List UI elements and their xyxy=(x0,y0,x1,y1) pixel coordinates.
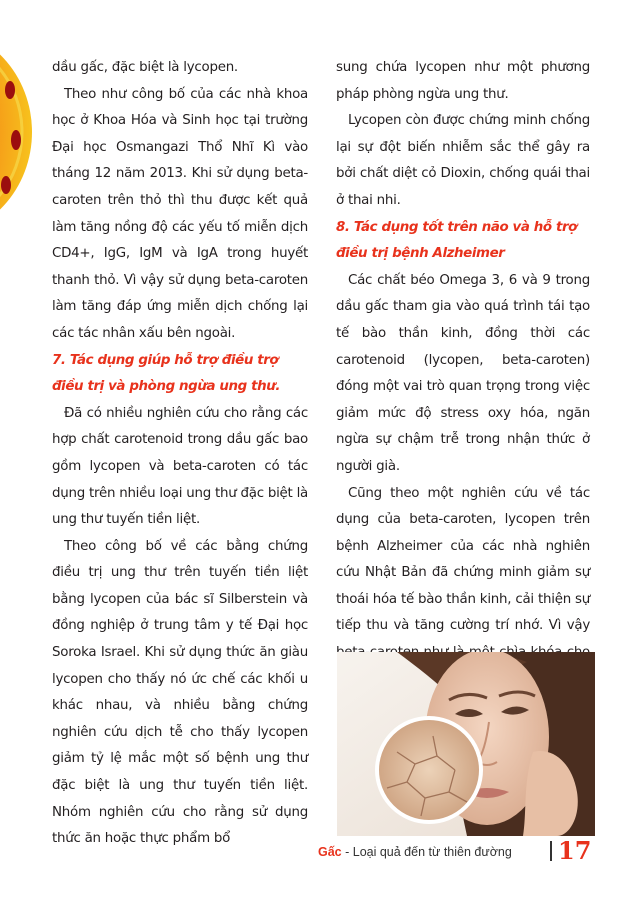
left-column xyxy=(52,55,308,853)
footer-tagline: - Loại quả đến từ thiên đường xyxy=(341,845,512,859)
left-paragraph-1: dầu gấc, đặc biệt là lycopen. xyxy=(52,60,238,75)
right-column xyxy=(336,55,590,693)
right-paragraph-4: Cũng theo một nghiên cứu về tác dụng của beta-caroten, lycopen trên bệnh Alzheimer của các nhà nghiên cứu Nhật Bản đã chứng minh giảm sự thoái hóa tế bào thần kinh, cải thiện sự tiếp thu và tăng cường trí nhớ. Vì vậy xyxy=(336,485,590,634)
footer-divider xyxy=(550,841,552,861)
footer-brand: Gấc xyxy=(318,845,342,859)
woman-skin-photo xyxy=(337,652,595,836)
left-paragraph-3: Đã có nhiều nghiên cứu cho rằng các hợp chất carotenoid trong dầu gấc bao gồm lycopen và beta-caroten có tác dụng trên nhiều loại ung thư đặc biệt là ung thư tuyến tiền liệt. xyxy=(52,405,308,528)
left-paragraph-2: Theo như công bố của các nhà khoa học ở Khoa Hóa và Sinh học tại trường Đại học Osmangazi Thổ Nhĩ Kì vào tháng 12 năm 2013. Khi sử dụng beta-caroten trên thỏ thì thu được kết quả làm tăng nồng độ các yếu tố miễn dịch CD4+, IgG, IgM và IgA trong huyết thanh thỏ. Vì vậy sử dụng beta-caroten làm tăng đáp ứng miễn dịch chống lại các tác nhân xấu bên ngoài. xyxy=(52,86,308,341)
right-paragraph-3: Các chất béo Omega 3, 6 và 9 trong dầu gấc tham gia vào quá trình tái tạo tế bào thần kinh, đồng thời các carotenoid (lycopen, beta-caroten) đóng một vai trò quan trọng trong việc giảm mức độ stress oxy hóa, ngăn ngừa sự chậm trễ trong nhận thức ở người già. xyxy=(336,272,590,474)
section-heading-8: 8. Tác dụng tốt trên não và hỗ trợ điều trị bệnh Alzheimer xyxy=(336,219,577,262)
page-number: 17 xyxy=(558,836,592,865)
right-paragraph-1: sung chứa lycopen như một phương pháp phòng ngừa ung thư. xyxy=(336,60,590,102)
right-paragraph-2: Lycopen còn được chứng minh chống lại sự đột biến nhiễm sắc thể gây ra bởi chất diệt cỏ Dioxin, chống quái thai ở thai nhi. xyxy=(336,113,590,208)
left-paragraph-4: Theo công bố về các bằng chứng điều trị ung thư trên tuyến tiền liệt bằng lycopen của bác sĩ Silberstein và đồng nghiệp ở trung tâm y tế Đại học Soroka Israel. Khi sử dụng thức ăn giàu lycopen cho thấy nó ức chế các khối u khác nhau, và nhiều bằng chứng nghiên cứu dịch tễ cho thấy lycopen giảm tỷ lệ mắc một số bệnh ung thư đặc biệt là ung thư tuyến tiền liệt. Nhóm nghiên cứu cho rằng sử dụng thức ăn hoặc thực phẩm bổ xyxy=(52,538,308,847)
gac-fruit-image xyxy=(0,30,36,235)
page-footer xyxy=(314,838,596,866)
section-heading-7: 7. Tác dụng giúp hỗ trợ điều trợ điều trị và phòng ngừa ung thư. xyxy=(52,352,281,395)
footer-text xyxy=(318,845,512,859)
